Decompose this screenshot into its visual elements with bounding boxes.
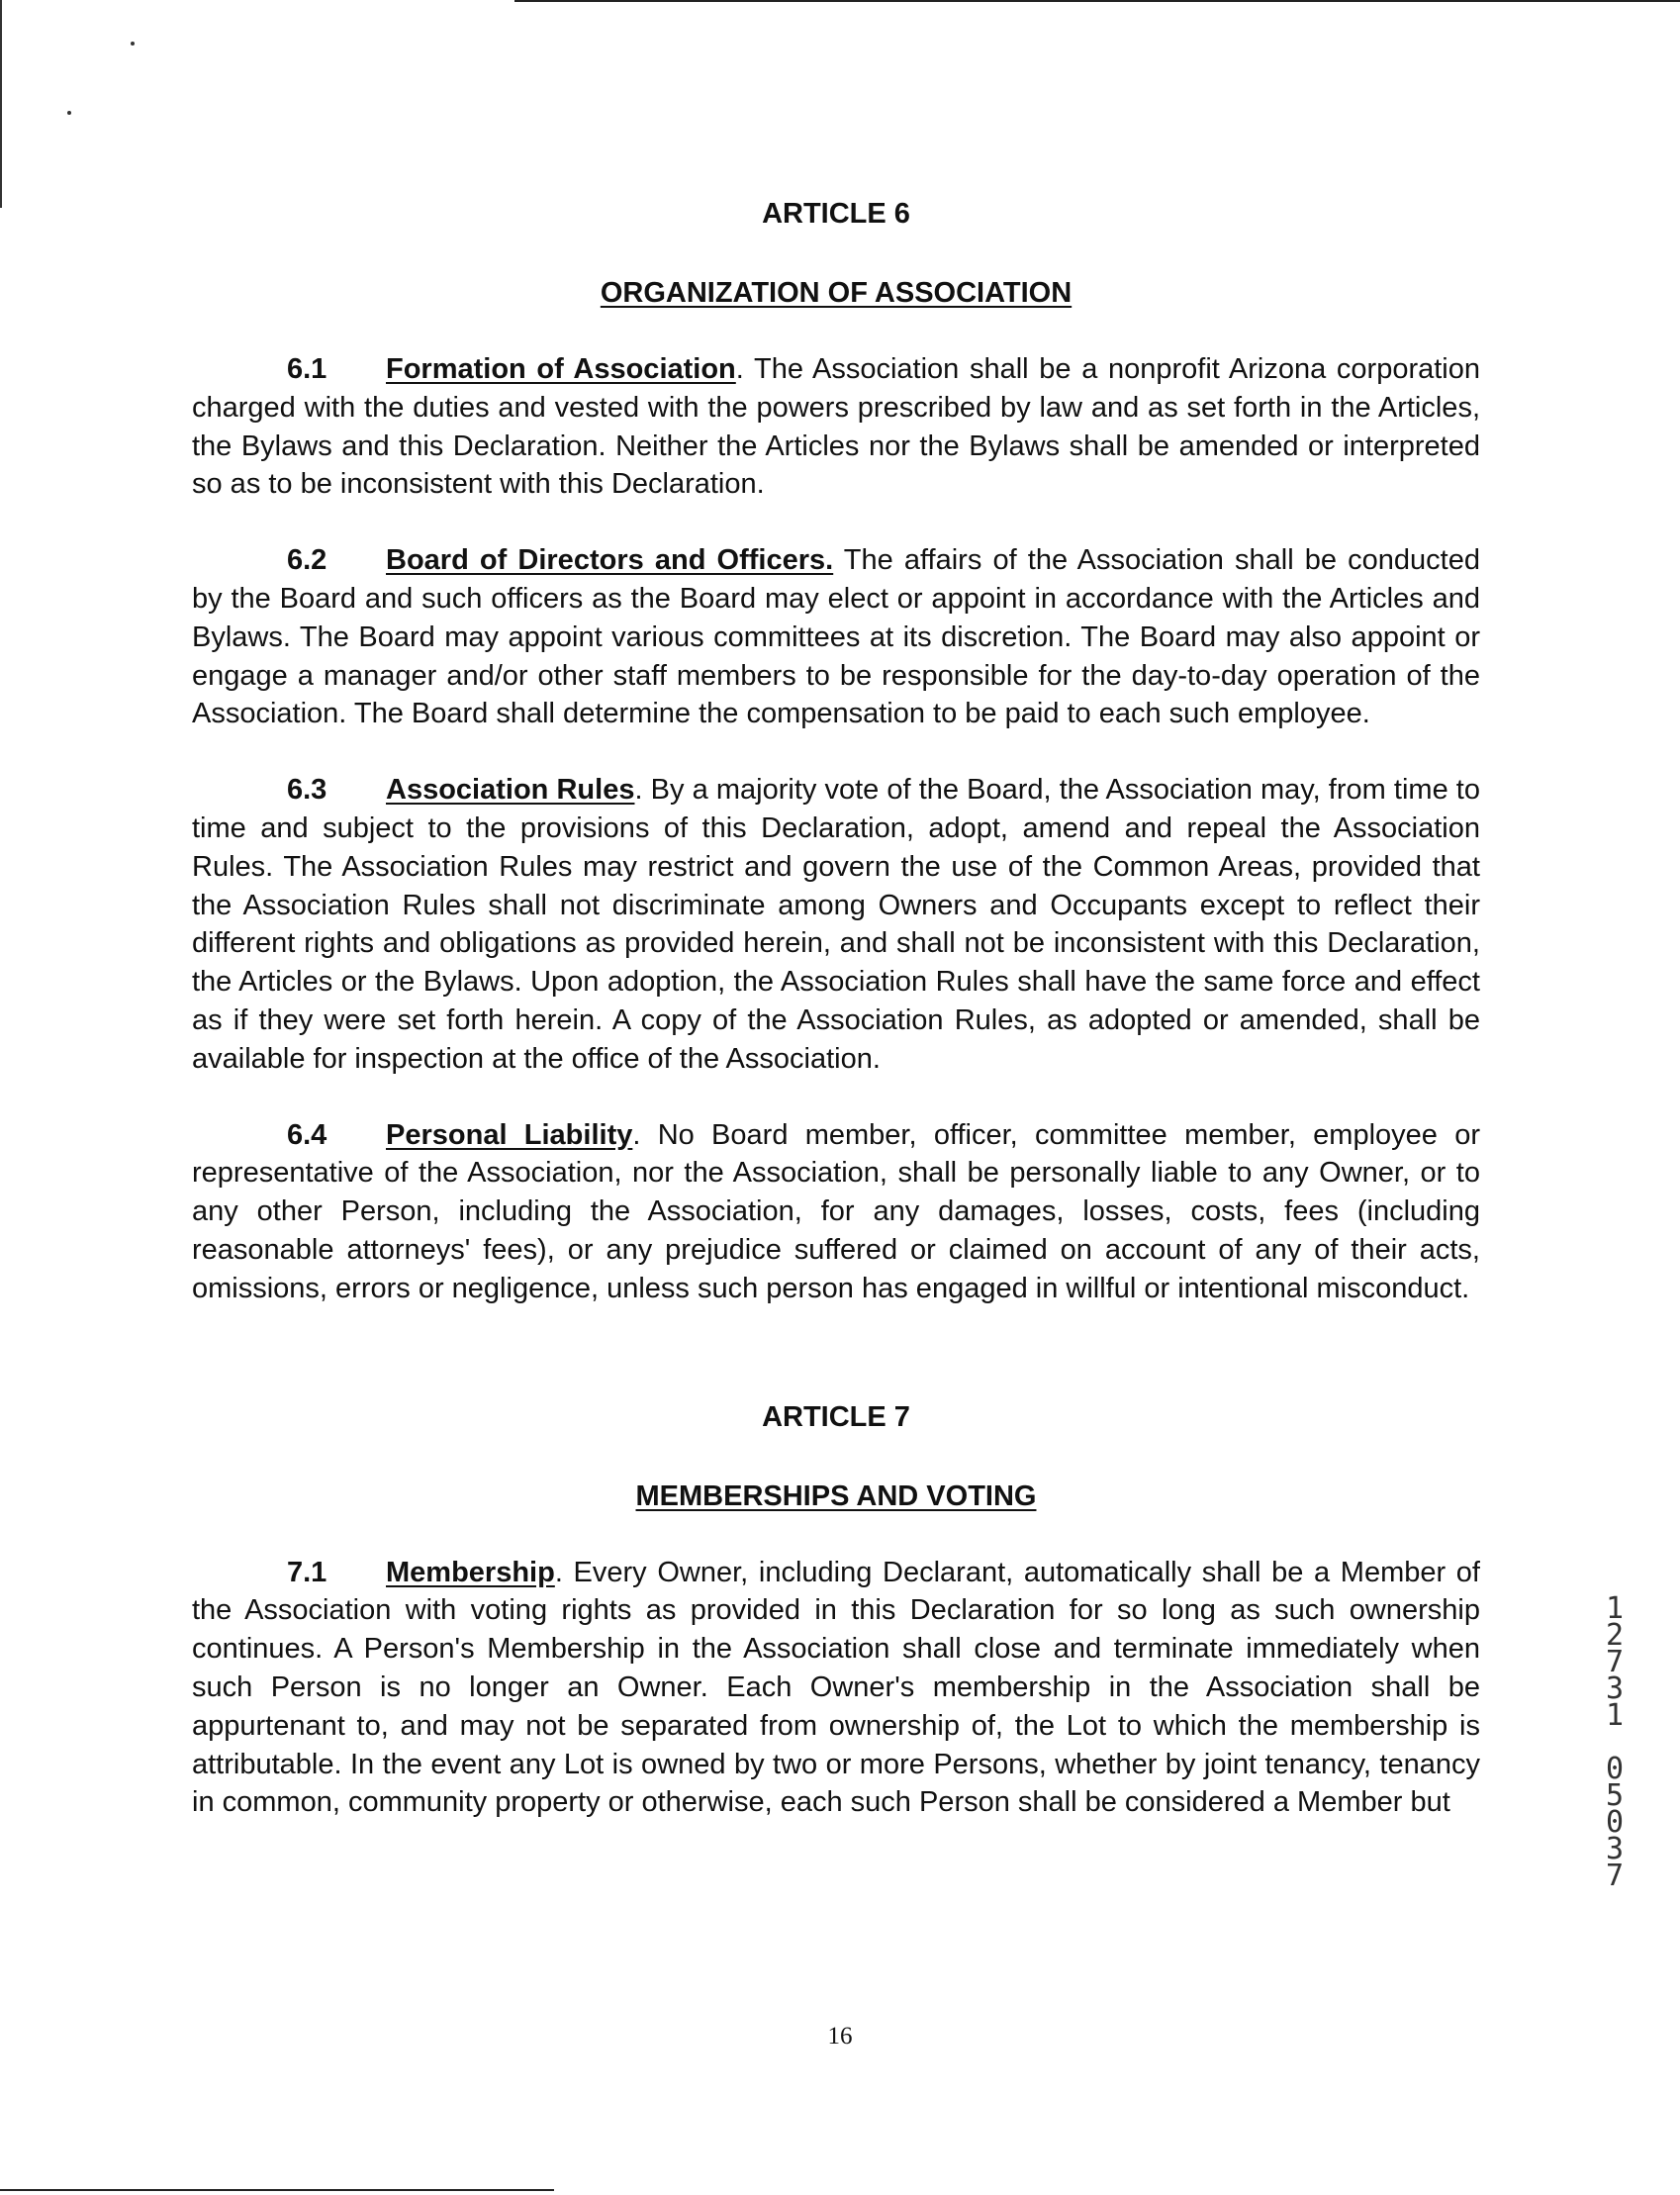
document-page	[192, 194, 1480, 1822]
scan-edge-top	[514, 0, 1680, 2]
article-6-title: ORGANIZATION OF ASSOCIATION	[600, 277, 1073, 309]
page-number: 16	[827, 2023, 853, 2050]
section-title: Membership	[386, 1556, 555, 1588]
section-body: . No Board member, officer, committee member, employee or representative of the Association, nor the Association, shall be personally liable to any Owner, or to any other Person, including the Association, for any damages, losses, costs, fees (including reasonable attorneys' fees), or any prejudice suffered or claimed on account of any of their acts, omissions, errors or negligence, unless such person has engaged in willful or intentional misconduct.	[192, 1118, 1480, 1304]
article-7-title: MEMBERSHIPS AND VOTING	[635, 1479, 1037, 1512]
section-body: . Every Owner, including Declarant, automatically shall be a Member of the Association with voting rights as provided in this Declaration for so long as such ownership continues. A Person's Membership in the Association shall close and terminate immediately when such Person is no longer an Owner. Each Owner's membership in the Association shall be appurtenant to, and may not be separated from ownership of, the Lot to which the membership is attributable. In the event any Lot is owned by two or more Persons, whether by joint tenancy, tenancy in common, community property or otherwise, each such Person shall be considered a Member but	[192, 1556, 1480, 1819]
section-number: 6.2	[287, 544, 327, 577]
section-body: . The Association shall be a nonprofit Arizona corporation charged with the duties and vested with the powers prescribed by law and as set forth in the Articles, the Bylaws and this Declaration. Neither the Articles nor the Bylaws shall be amended or interpreted so as to be inconsistent with this Declaration.	[192, 353, 1481, 501]
section-number: 6.3	[287, 774, 327, 807]
article-7-heading: ARTICLE 7	[762, 1400, 910, 1433]
recording-number-stamp: 1 2 7 3 1 0 5 0 3 7	[1605, 1591, 1625, 1893]
scan-speck	[67, 111, 71, 115]
article-6-heading: ARTICLE 6	[762, 198, 910, 230]
section-6-1	[192, 350, 1480, 504]
scan-speck	[131, 42, 135, 46]
section-number: 6.1	[287, 353, 327, 385]
section-title: Formation of Association	[386, 353, 736, 385]
section-title: Board of Directors and Officers.	[386, 544, 834, 577]
section-number: 7.1	[287, 1556, 327, 1588]
section-title: Association Rules	[386, 774, 635, 807]
section-6-4	[192, 1116, 1480, 1308]
section-body: The affairs of the Association shall be conducted by the Board and such officers as the Board may elect or appoint in accordance with the Articles and Bylaws. The Board may appoint various committees at its discretion. The Board may also appoint or engage a manager and/or other staff members to be responsible for the day-to-day operation of the Association. The Board shall determine the compensation to be paid to each such employee.	[192, 544, 1481, 730]
scan-edge-bottom	[0, 2189, 554, 2191]
section-title: Personal Liability	[386, 1118, 633, 1151]
section-6-3	[192, 771, 1480, 1078]
section-7-1	[192, 1554, 1480, 1823]
section-body: . By a majority vote of the Board, the Association may, from time to time and subject to the provisions of this Declaration, adopt, amend and repeal the Association Rules. The Association Rules may restrict and govern the use of the Common Areas, provided that the Association Rules shall not discriminate among Owners and Occupants except to reflect their different rights and obligations as provided herein, and shall not be inconsistent with this Declaration, the Articles or the Bylaws. Upon adoption, the Association Rules shall have the same force and effect as if they were set forth herein. A copy of the Association Rules, as adopted or amended, shall be available for inspection at the office of the Association.	[192, 774, 1480, 1075]
section-6-2	[192, 541, 1480, 733]
section-number: 6.4	[287, 1118, 327, 1151]
scan-edge-left	[0, 0, 2, 208]
